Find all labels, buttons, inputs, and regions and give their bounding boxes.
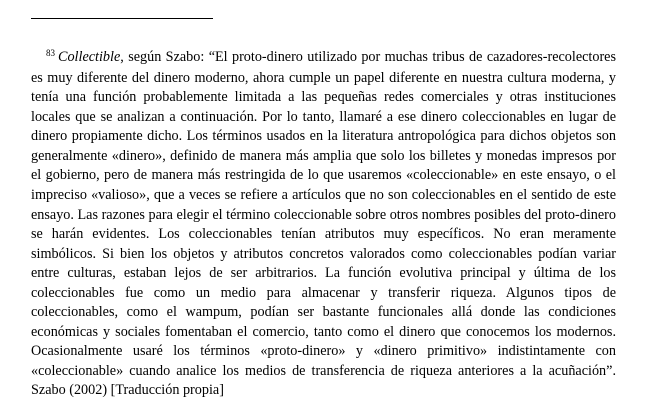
- footnote-text: , según Szabo: “El proto-dinero utilizado por muchas tribus de cazadores-recolectores es muy diferente del dinero moderno, ahora cumple un papel diferente en nuestra cultura moderna, y tenía una función probablemente limitada a las pequeñas redes comerciales y otras instituciones locales que se analizan a continuación. Por lo tanto, llamaré a ese dinero coleccionables en lugar de dinero propiamente dicho. Los términos usados en la literatura antropológica para dichos objetos son generalmente «dinero», definido de manera más amplia que solo los billetes y monedas impresos por el gobierno, pero de manera más restringida de lo que usaremos «coleccionable» en este ensayo, o el impreciso «valioso», que a veces se refiere a artículos que no son coleccionables en el sentido de este ensayo. Las razones para elegir el término coleccionable sobre otros nombres posibles del proto-dinero se harán evidentes. Los coleccionables tenían atributos muy específicos. No eran meramente simbólicos. Si bien los objetos y atributos concretos valorados como coleccionables podían variar entre culturas, estaban lejos de ser arbitrarios. La función evolutiva principal y última de los coleccionables fue como un medio para almacenar y transferir riqueza. Algunos tipos de coleccionables, como el wampum, podían ser bastante funcionales allá donde las condiciones económicas y sociales fomentaban el comercio, tanto como el dinero que conocemos los modernos. Ocasionalmente usaré los términos «proto-dinero» y «dinero primitivo» indistintamente con «coleccionable» cuando analice los medios de transferencia de riqueza anteriores a la acuñación”. Szabo (2002) [Traducción propia]: [31, 49, 616, 399]
- footnote-number: 83: [46, 48, 55, 59]
- footnote-separator-rule: [31, 18, 213, 19]
- footnote-term: Collectible: [58, 49, 121, 66]
- footnote-paragraph: [31, 48, 616, 401]
